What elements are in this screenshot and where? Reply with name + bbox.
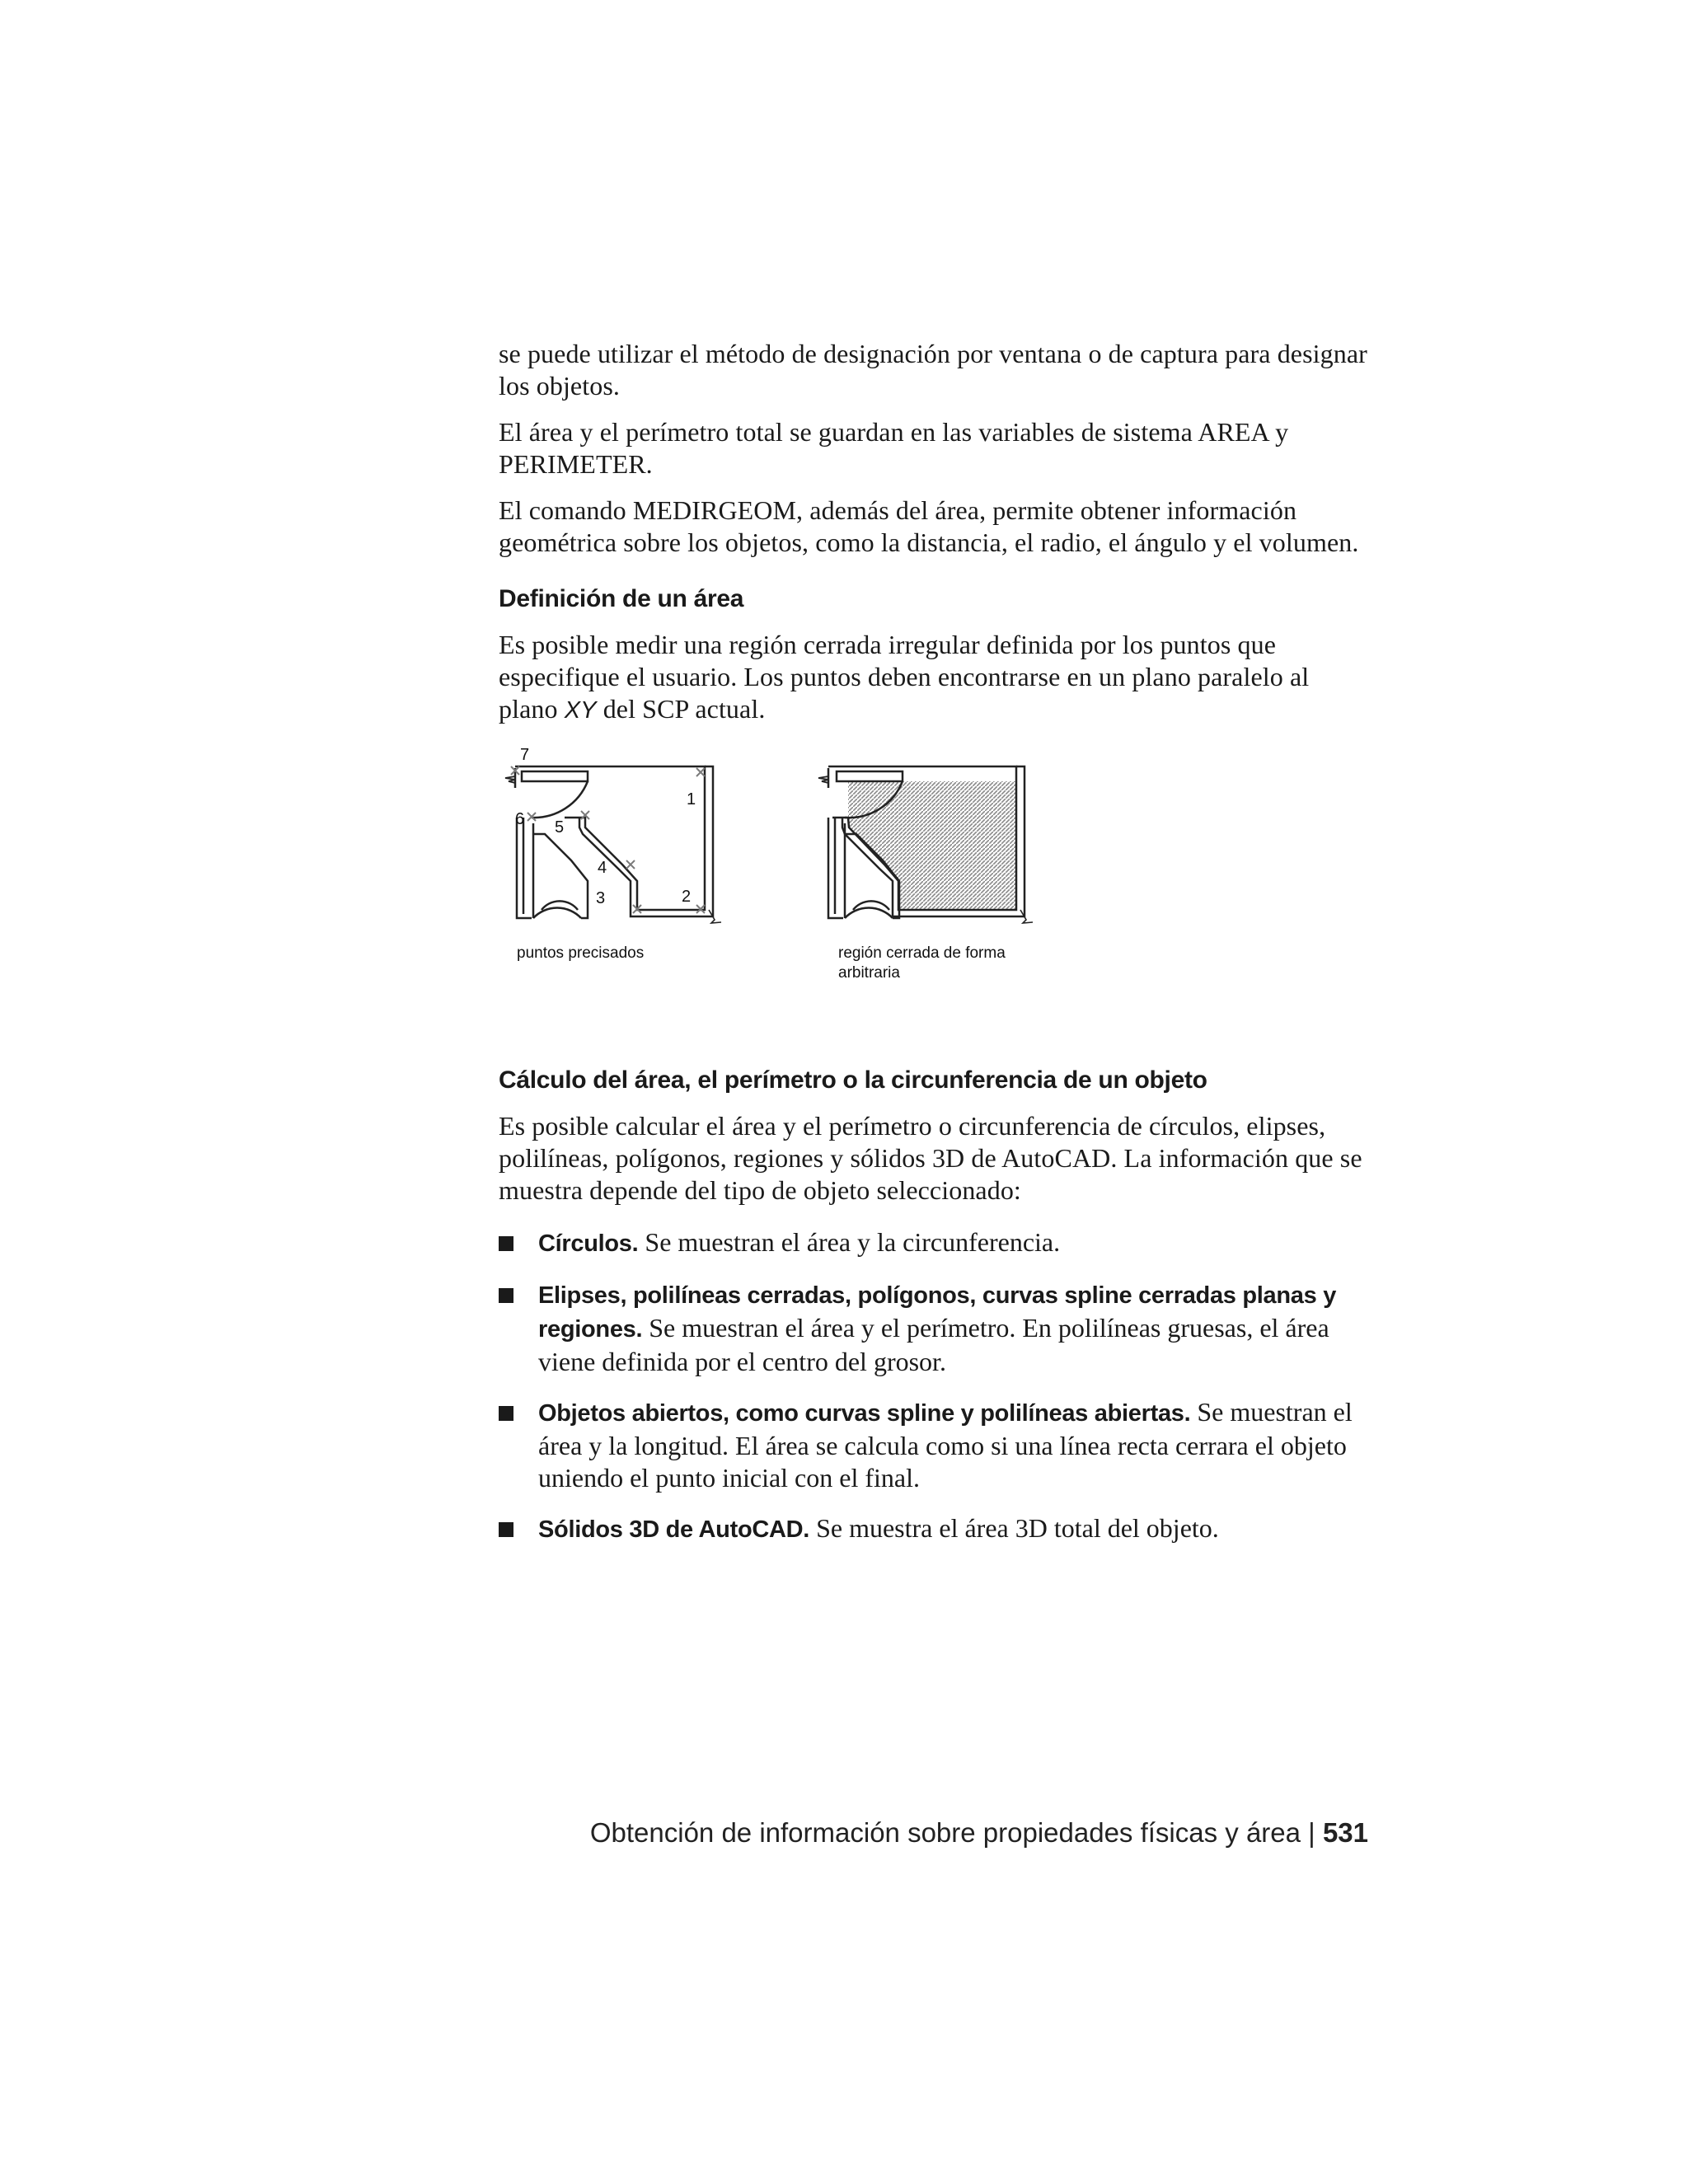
list-item-lead: Sólidos 3D de AutoCAD.	[538, 1516, 810, 1543]
paragraph: El comando MEDIRGEOM, además del área, permite obtener información geométrica sobre los objetos, como la distancia, el radio, el ángulo y el volumen.	[499, 495, 1359, 557]
footer-separator: |	[1301, 1817, 1323, 1848]
list-item-text: Se muestran el área y la circunferencia.	[638, 1227, 1061, 1257]
left-figure-caption: puntos precisados	[517, 944, 645, 962]
bullet-square-icon	[499, 1522, 513, 1537]
page-content	[499, 338, 1372, 1564]
point-label-3: 3	[596, 889, 606, 907]
bullet-square-icon	[499, 1236, 513, 1251]
list-item	[499, 1512, 1372, 1546]
point-label-7: 7	[520, 746, 530, 764]
list-item	[499, 1396, 1372, 1494]
right-figure-caption-line2: arbitraria	[838, 964, 900, 982]
point-labels	[515, 746, 696, 907]
list-item-text: Se muestran el área y la longitud. El área se calcula como si una línea recta cerrara el objeto uniendo el punto inicial con el final.	[538, 1397, 1353, 1493]
list-item-lead: Círculos.	[538, 1230, 639, 1257]
list-item-lead: Elipses, polilíneas cerradas, polígonos, curvas spline cerradas planas y regiones.	[538, 1282, 1337, 1343]
list-item-lead: Objetos abiertos, como curvas spline y polilíneas abiertas.	[538, 1400, 1191, 1427]
footer-title: Obtención de información sobre propiedades físicas y área	[589, 1817, 1301, 1848]
list-item	[499, 1278, 1372, 1378]
area-figure	[499, 745, 1372, 1017]
point-label-6: 6	[515, 810, 525, 828]
section-heading-definicion-area: Definición de un área	[499, 585, 744, 612]
paragraph-text: Es posible medir una región cerrada irregular definida por los puntos que especifique el usuario. Los puntos deben encontrarse en un plano paralelo al plano	[499, 630, 1310, 724]
list-item-text: Se muestra el área 3D total del objeto.	[809, 1513, 1219, 1543]
paragraph: El área y el perímetro total se guardan en las variables de sistema AREA y PERIMETER.	[499, 417, 1289, 479]
point-label-1: 1	[687, 790, 696, 808]
area-diagram	[499, 745, 1372, 1017]
paragraph: Es posible calcular el área y el perímetro o circunferencia de círculos, elipses, polilíneas, polígonos, regiones y sólidos 3D de AutoCAD. La información que se muestra depende del tipo de objeto seleccionado:	[499, 1111, 1362, 1205]
paragraph: se puede utilizar el método de designación por ventana o de captura para designar los objetos.	[499, 339, 1367, 401]
paragraph	[499, 629, 1372, 727]
point-label-4: 4	[598, 859, 607, 877]
point-label-2: 2	[682, 888, 692, 906]
italic-term: XY	[564, 697, 597, 724]
bullet-square-icon	[499, 1406, 513, 1421]
bullet-list	[499, 1226, 1372, 1546]
right-figure-caption-line1: región cerrada de forma	[838, 944, 1006, 962]
page-number: 531	[1322, 1817, 1368, 1848]
point-label-5: 5	[555, 818, 565, 837]
page-footer	[590, 1817, 1368, 1849]
list-item	[499, 1226, 1372, 1260]
right-floorplan	[818, 766, 1033, 923]
bullet-square-icon	[499, 1288, 513, 1303]
list-item-text: Se muestran el área y el perímetro. En polilíneas gruesas, el área viene definida por el centro del grosor.	[538, 1313, 1329, 1376]
section-heading-calculo-area: Cálculo del área, el perímetro o la circunferencia de un objeto	[499, 1066, 1207, 1094]
paragraph-text: del SCP actual.	[596, 694, 766, 724]
point-markers	[511, 766, 705, 913]
